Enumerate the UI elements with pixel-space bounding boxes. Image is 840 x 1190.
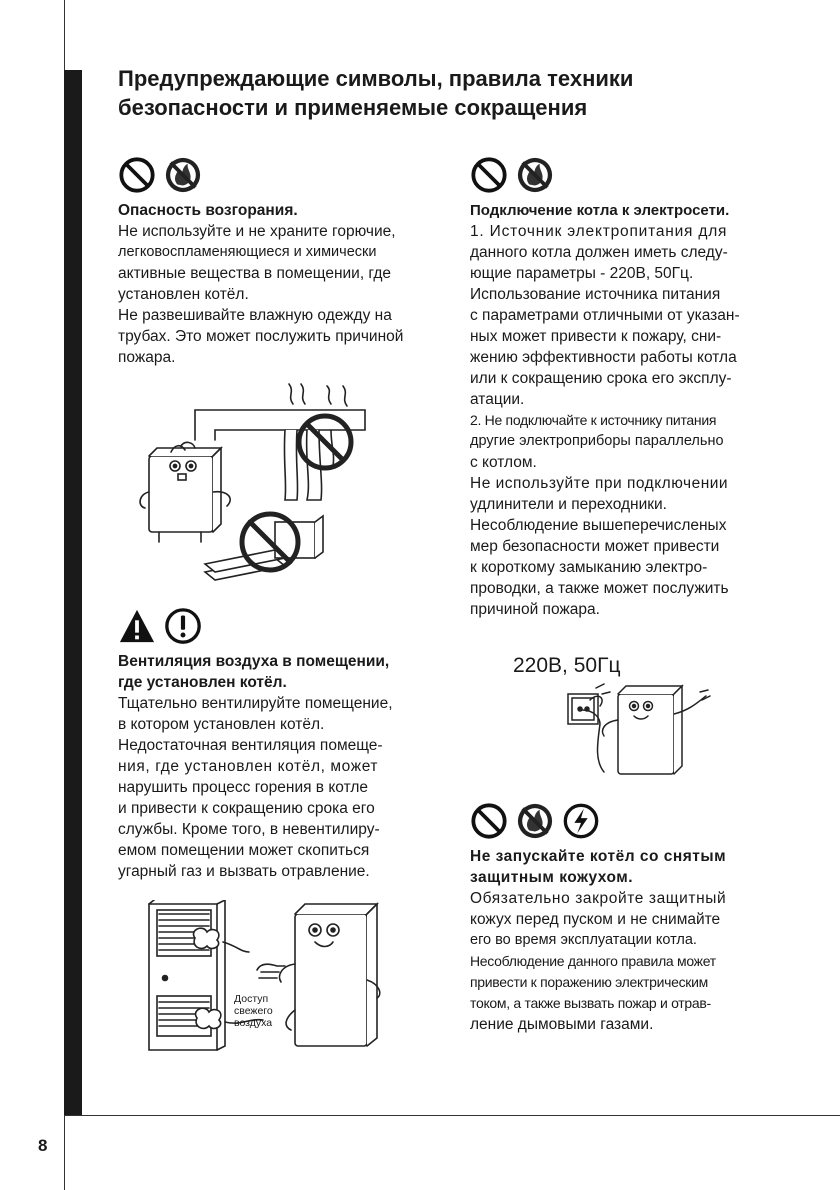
electric-section-icons [470,154,766,196]
ventilation-line: и привести к сокращению срока его [118,800,375,817]
cover-section-icons [470,800,766,842]
fire-section-line: Не используйте и не храните горючие, [118,223,396,240]
boiler-fire-hazard-illustration [135,382,375,582]
fire-section-line: активные вещества в помещении, где [118,265,392,282]
electric-line: проводки, а также может послужить [470,580,729,597]
fire-section-line: пожара. [118,349,176,366]
electric-line: 2. Не подключайте к источнику питания [470,412,717,428]
attention-circle-icon [164,607,202,645]
cover-section [470,800,766,1035]
prohibition-icon [470,156,508,194]
page-title [118,64,758,122]
ventilation-line: Недостаточная вентиляция помеще- [118,737,383,754]
ventilation-heading-line-2: где установлен котёл. [118,674,287,691]
warning-triangle-icon [118,607,156,645]
electric-line: с параметрами отличными от указан- [470,307,740,324]
fire-section [118,154,414,368]
electric-line: к короткому замыканию электро- [470,559,708,576]
electric-line: Несоблюдение вышеперечисленых [470,517,727,534]
electric-line: причиной пожара. [470,601,600,618]
side-bar [64,70,82,1115]
fire-section-line: легковоспламеняющиеся и химически [118,244,377,260]
fresh-air-label-line-3: воздуха [234,1017,273,1029]
electric-line: Использование источника питания [470,286,721,303]
electric-line: ющие параметры - 220В, 50Гц. [470,265,694,282]
electric-shock-icon [562,802,600,840]
electric-line: другие электроприборы параллельно [470,433,724,449]
page-title-line-1: Предупреждающие символы, правила техники [118,66,634,91]
electric-line: данного котла должен иметь следу- [470,244,728,261]
fire-section-line: установлен котёл. [118,286,249,303]
cover-heading-line-2: защитным кожухом. [470,869,634,886]
no-fire-icon [516,156,554,194]
ventilation-section [118,605,414,882]
ventilation-section-icons [118,605,414,647]
prohibition-icon [470,802,508,840]
fire-section-icons [118,154,414,196]
ventilation-line: емом помещении может скопиться [118,842,370,859]
ventilation-heading-line-1: Вентиляция воздуха в помещении, [118,653,390,670]
fresh-air-label [234,993,273,1029]
cover-line: Обязательно закройте защитный [470,890,727,907]
fire-section-line: трубах. Это может послужить причиной [118,328,404,345]
boiler-socket-illustration [560,680,720,780]
page-number: 8 [38,1136,48,1155]
voltage-caption: 220В, 50Гц [513,654,621,677]
fresh-air-label-line-2: свежего [234,1005,273,1017]
electric-section [470,154,766,620]
electric-line: удлинители и переходники. [470,496,667,513]
ventilation-line: в котором установлен котёл. [118,716,325,733]
cover-heading-line-1: Не запускайте котёл со снятым [470,848,727,865]
page-title-line-2: безопасности и применяемые сокращения [118,95,588,120]
fire-section-heading: Опасность возгорания. [118,202,298,219]
ventilation-line: угарный газ и вызвать отравление. [118,863,370,880]
ventilation-line: службы. Кроме того, в невентилиру- [118,821,380,838]
electric-line: мер безопасности может привести [470,538,720,555]
electric-line: или к сокращению срока его эксплу- [470,370,732,387]
electric-section-heading: Подключение котла к электросети. [470,202,730,219]
cover-line: ление дымовыми газами. [470,1016,654,1033]
electric-line: ных может привести к пожару, сни- [470,328,722,345]
electric-line: с котлом. [470,454,537,471]
electric-line: Не используйте при подключении [470,475,729,492]
no-fire-icon [164,156,202,194]
ventilation-illustration [145,900,390,1060]
cover-line: его во время эксплуатации котла. [470,932,697,948]
cover-line: Несоблюдение данного правила может [470,953,716,969]
electric-line: атации. [470,391,525,408]
electric-line: 1. Источник электропитания для [470,223,728,240]
ventilation-line: Тщательно вентилируйте помещение, [118,695,393,712]
cover-line: кожух перед пуском и не снимайте [470,911,721,928]
fresh-air-label-line-1: Доступ [234,993,269,1005]
electric-line: жению эффективности работы котла [470,349,737,366]
no-fire-icon [516,802,554,840]
ventilation-line: нарушить процесс горения в котле [118,779,369,796]
cover-line: привести к поражению электрическим [470,974,708,990]
fire-section-line: Не развешивайте влажную одежду на [118,307,392,324]
prohibition-icon [118,156,156,194]
footer-line [64,1115,840,1116]
cover-line: током, а также вызвать пожар и отрав- [470,995,711,1011]
ventilation-line: ния, где установлен котёл, может [118,758,379,775]
